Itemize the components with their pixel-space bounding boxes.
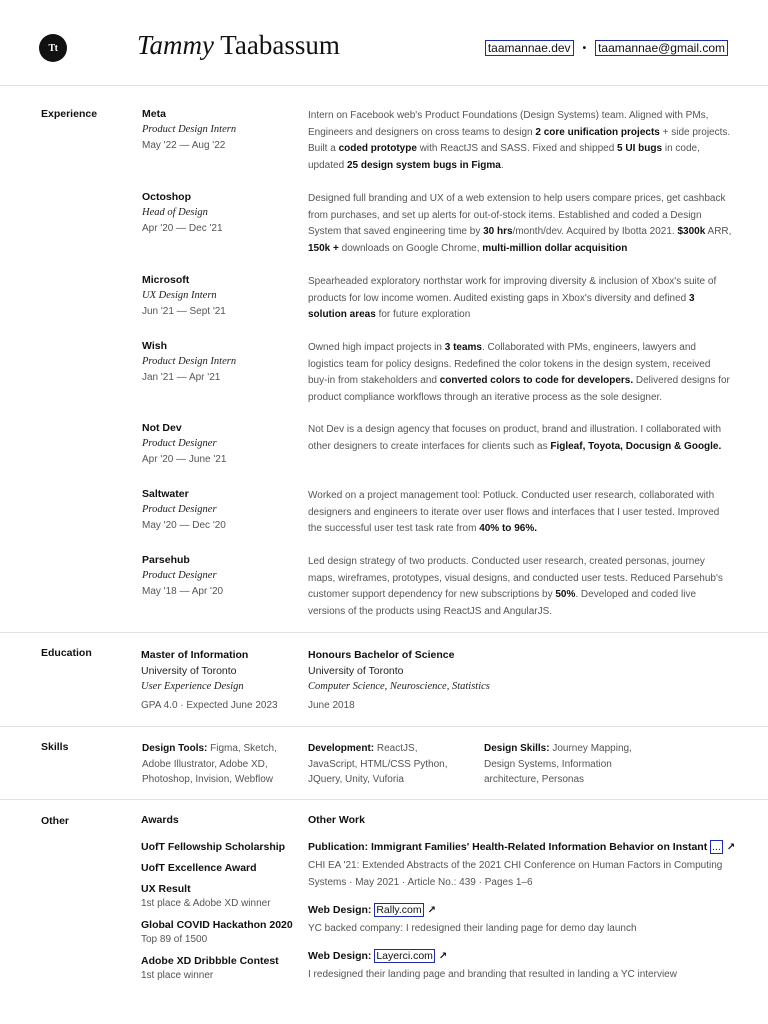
company-name: Microsoft: [142, 274, 190, 286]
description-text: in code, updated: [308, 143, 700, 172]
award-item: [141, 840, 301, 854]
highlight-text: multi-million dollar acquisition: [482, 243, 628, 255]
company-name: Parsehub: [142, 554, 190, 566]
school: University of Toronto: [141, 665, 237, 677]
edu-detail: June 2018: [308, 700, 355, 711]
email-link[interactable]: taamannae@gmail.com: [595, 40, 728, 56]
highlight-text: 2 core unification projects: [535, 126, 660, 138]
job-description: [308, 554, 732, 621]
description-text: Not Dev is a design agency that focuses on product, brand and illustration. I collaborated with other designers to create interfaces for clients such as: [308, 424, 722, 452]
work-sub: CHI EA '21: Extended Abstracts of the 2021 CHI Conference on Human Factors in Computing Systems · May 2021 · Article No.: 439 · Pages 1–6: [308, 860, 723, 888]
company-name: Not Dev: [142, 422, 182, 434]
award-sub: 1st place winner: [141, 970, 214, 981]
job-dates: Apr '20 — Dec '21: [142, 223, 223, 234]
job-title: Product Designer: [142, 570, 217, 581]
contact-links: [485, 40, 728, 56]
award-item: [141, 954, 301, 983]
work-item: [308, 902, 728, 938]
description-text: .: [500, 160, 504, 172]
skill-text: Journey Mapping, Design Systems, Information architecture, Personas: [484, 743, 632, 786]
highlight-text: 150k +: [308, 243, 339, 255]
description-text: + side projects. Built a: [308, 126, 731, 155]
external-link-icon[interactable]: ↗: [427, 905, 437, 916]
job-title: Head of Design: [142, 207, 208, 218]
work-title: [308, 948, 728, 965]
skill-group: [142, 741, 292, 788]
skill-heading: Design Skills:: [484, 743, 550, 754]
award-title: Global COVID Hackathon 2020: [141, 919, 293, 931]
skill-text: ReactJS, JavaScript, HTML/CSS Python, JQuery, Unity, Vuforia: [308, 743, 448, 786]
job-description: [308, 340, 732, 407]
other-work-heading: Other Work: [308, 814, 365, 826]
job-dates: May '20 — Dec '20: [142, 520, 226, 531]
company-name: Wish: [142, 340, 167, 352]
logo: [39, 34, 67, 62]
skill-heading: Development:: [308, 743, 375, 754]
job-dates: Jun '21 — Sept '21: [142, 306, 226, 317]
skill-group: [308, 741, 468, 788]
work-prefix: Web Design:: [308, 950, 375, 962]
separator-dot: •: [582, 42, 587, 54]
work-link[interactable]: Layerci.com: [376, 950, 433, 962]
job-title: UX Design Intern: [142, 290, 217, 301]
description-text: Led design strategy of two products. Conducted user research, created personas, journey maps, wireframes, prototypes, visual designs, and conducted user tests. Reduced Parsehub's customer support dependency for new subscriptions by: [308, 556, 723, 601]
divider: [0, 799, 768, 800]
highlight-text: 40% to 96%.: [479, 523, 537, 535]
edu-detail: GPA 4.0 · Expected June 2023: [141, 700, 278, 711]
highlight-text: 30 hrs: [483, 226, 513, 238]
description-text: for future exploration: [375, 309, 471, 321]
name-last: Taabassum: [220, 30, 340, 60]
highlight-text: 3 solution areas: [308, 292, 695, 321]
work-item: [308, 839, 736, 891]
skill-group: [484, 741, 649, 788]
highlight-text: converted colors to code for developers.: [439, 375, 634, 387]
work-item: [308, 948, 728, 984]
job-description: [308, 422, 732, 455]
section-label-other: Other: [41, 815, 70, 827]
company-name: Saltwater: [142, 488, 189, 500]
degree: Honours Bachelor of Science: [308, 649, 455, 661]
work-prefix: Web Design:: [308, 904, 375, 916]
description-text: Owned high impact projects in: [308, 342, 445, 353]
highlight-text: 50%: [555, 589, 576, 601]
award-title: UofT Fellowship Scholarship: [141, 841, 286, 853]
description-text: . Developed and coded live versions of the products using ReactJS and AngularJS.: [308, 589, 697, 618]
award-item: [141, 861, 301, 875]
description-text: with ReactJS and SASS. Fixed and shipped: [416, 143, 618, 155]
logo-text: Tt: [48, 42, 58, 54]
highlight-text: $300k: [677, 226, 706, 238]
name-first: Tammy: [137, 30, 215, 60]
section-label-education: Education: [41, 647, 92, 659]
skill-text: Figma, Sketch, Adobe Illustrator, Adobe XD, Photoshop, Invision, Webflow: [142, 743, 277, 786]
work-title: [308, 839, 736, 856]
description-text: /month/dev. Acquired by Ibotta 2021.: [512, 226, 678, 238]
highlight-text: 5 UI bugs: [617, 143, 663, 155]
work-link[interactable]: ...: [712, 841, 721, 853]
work-sub: YC backed company: I redesigned their landing page for demo day launch: [308, 923, 637, 934]
description-text: . Collaborated with PMs, engineers, lawyers and logistics team for policy designs. Redefined the color tokens in the design system, received buy-in from stakeholders and: [308, 342, 711, 387]
description-text: ARR,: [705, 226, 732, 238]
divider: [0, 726, 768, 727]
divider: [0, 632, 768, 633]
award-item: [141, 918, 301, 947]
highlight-text: 25 design system bugs in Figma: [346, 160, 501, 172]
job-dates: Apr '20 — June '21: [142, 454, 227, 465]
company-name: Octoshop: [142, 191, 191, 203]
job-dates: Jan '21 — Apr '21: [142, 372, 221, 383]
award-item: [141, 882, 301, 911]
award-title: Adobe XD Dribbble Contest: [141, 955, 279, 967]
skill-heading: Design Tools:: [142, 743, 208, 754]
page-title: [137, 30, 340, 61]
field: Computer Science, Neuroscience, Statistics: [308, 681, 490, 692]
work-prefix: Publication: Immigrant Families' Health-Related Information Behavior on Instant: [308, 841, 708, 853]
award-title: UofT Excellence Award: [141, 862, 257, 874]
school: University of Toronto: [308, 665, 404, 677]
work-link[interactable]: Rally.com: [376, 904, 422, 916]
job-description: [308, 108, 732, 175]
section-label-skills: Skills: [41, 741, 69, 753]
field: User Experience Design: [141, 681, 244, 692]
description-text: Spearheaded exploratory northstar work for improving diversity & inclusion of Xbox's suite of products for low income women. Audited existing gaps in Xbox's diversity and defined: [308, 276, 717, 304]
awards-heading: Awards: [141, 814, 179, 826]
description-text: Designed full branding and UX of a web extension to help users compare prices, get cashback from purchases, and set up alerts for out-of-stock items. Established and coded a Design System that saved engineering time by: [308, 193, 726, 238]
job-title: Product Designer: [142, 438, 217, 449]
highlight-text: coded prototype: [338, 143, 417, 155]
job-dates: May '22 — Aug '22: [142, 140, 226, 151]
job-description: [308, 274, 732, 324]
company-name: Meta: [142, 108, 166, 120]
job-title: Product Design Intern: [142, 124, 237, 135]
description-text: downloads on Google Chrome,: [338, 243, 483, 255]
job-title: Product Design Intern: [142, 356, 237, 367]
divider: [0, 85, 768, 86]
award-sub: Top 89 of 1500: [141, 934, 208, 945]
external-link-icon[interactable]: ↗: [726, 842, 736, 853]
website-link[interactable]: taamannae.dev: [485, 40, 574, 56]
external-link-icon[interactable]: ↗: [438, 951, 448, 962]
description-text: Intern on Facebook web's Product Foundations (Design Systems) team. Aligned with PMs, Engineers and designers on cross teams to design: [308, 110, 709, 138]
education-item: [308, 647, 568, 714]
description-text: Worked on a project management tool: Potluck. Conducted user research, collaborated with designers and engineers to iterate over user flows and interfaces that I user tested. Improved the successful user test task rate from: [308, 490, 720, 535]
job-description: [308, 191, 732, 258]
highlight-text: Figleaf, Toyota, Docusign & Google.: [550, 440, 722, 452]
work-title: [308, 902, 728, 919]
work-sub: I redesigned their landing page and branding that resulted in landing a YC interview: [308, 969, 677, 980]
section-label-experience: Experience: [41, 108, 98, 120]
job-title: Product Designer: [142, 504, 217, 515]
job-dates: May '18 — Apr '20: [142, 586, 224, 597]
degree: Master of Information: [141, 649, 249, 661]
job-description: [308, 488, 732, 538]
highlight-text: 3 teams: [444, 342, 482, 353]
award-title: UX Result: [141, 883, 191, 895]
award-sub: 1st place & Adobe XD winner: [141, 898, 271, 909]
description-text: Delivered designs for product compliance workflows through an iterative process as the sole designer.: [308, 375, 730, 404]
